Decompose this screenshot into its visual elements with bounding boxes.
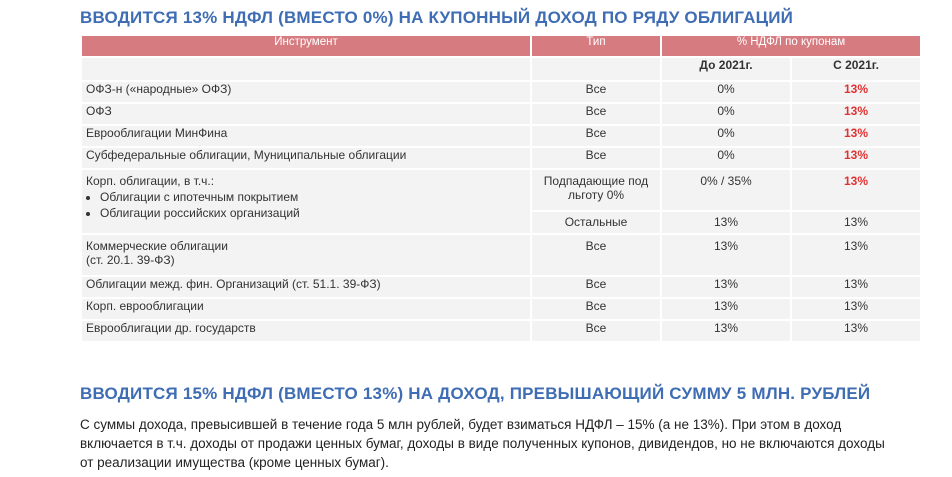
subheader-from-2021: С 2021г. bbox=[792, 58, 920, 80]
table-row bbox=[82, 321, 920, 341]
commercial-bonds-title: Коммерческие облигации bbox=[86, 239, 228, 253]
row-type: Все bbox=[532, 104, 660, 124]
row-instrument: ОФЗ bbox=[82, 104, 530, 124]
row-instrument: Корп. еврооблигации bbox=[82, 299, 530, 319]
row-before: 13% bbox=[662, 321, 790, 341]
row-type: Подпадающие под льготу 0% bbox=[532, 170, 660, 210]
subheader-before-2021: До 2021г. bbox=[662, 58, 790, 80]
row-before: 0% bbox=[662, 82, 790, 102]
table-row bbox=[82, 104, 920, 124]
row-instrument: Еврооблигации др. государств bbox=[82, 321, 530, 341]
corporate-bonds-title: Корп. облигации, в т.ч.: bbox=[86, 174, 215, 188]
heading-coupon-tax: ВВОДИТСЯ 13% НДФЛ (ВМЕСТО 0%) НА КУПОННЫЙ ДОХОД ПО РЯДУ ОБЛИГАЦИЙ bbox=[80, 8, 794, 27]
table-row bbox=[82, 126, 920, 146]
table-row bbox=[82, 235, 920, 275]
row-before: 0% bbox=[662, 126, 790, 146]
table-header bbox=[82, 36, 920, 56]
row-instrument: Облигации межд. фин. Организаций (ст. 51.1. 39-ФЗ) bbox=[82, 277, 530, 297]
row-type: Остальные bbox=[532, 212, 660, 233]
row-before: 13% bbox=[662, 277, 790, 297]
list-item: • Облигации российских организаций bbox=[100, 206, 526, 220]
row-after: 13% bbox=[792, 277, 920, 297]
row-type: Все bbox=[532, 82, 660, 102]
row-before: 13% bbox=[662, 299, 790, 319]
table-subheader bbox=[82, 58, 920, 80]
row-instrument: Еврооблигации МинФина bbox=[82, 126, 530, 146]
row-before: 13% bbox=[662, 212, 790, 233]
high-income-tax-paragraph: С суммы дохода, превысившей в течение года 5 млн рублей, будет взиматься НДФЛ – 15% (а не 13%). При этом в доход включается в т.ч. доходы от продажи ценных бумаг, доходы в виде полученных купонов, дивидендов, но не включаются доходы от реализации имущества (кроме ценных бумаг). bbox=[80, 417, 885, 470]
row-instrument bbox=[82, 170, 530, 233]
table-row bbox=[82, 277, 920, 297]
row-after: 13% bbox=[792, 321, 920, 341]
heading-high-income-tax: ВВОДИТСЯ 15% НДФЛ (ВМЕСТО 13%) НА ДОХОД, ПРЕВЫШАЮЩИЙ СУММУ 5 МЛН. РУБЛЕЙ bbox=[80, 384, 871, 403]
row-after: 13% bbox=[792, 148, 920, 168]
row-after: 13% bbox=[792, 82, 920, 102]
table-row-corporate bbox=[82, 170, 920, 210]
row-type: Все bbox=[532, 126, 660, 146]
row-type: Все bbox=[532, 321, 660, 341]
row-before: 13% bbox=[662, 235, 790, 275]
list-item: • Облигации с ипотечным покрытием bbox=[100, 190, 526, 204]
row-type: Все bbox=[532, 299, 660, 319]
commercial-bonds-note: (ст. 20.1. 39-ФЗ) bbox=[86, 253, 175, 267]
table-row bbox=[82, 148, 920, 168]
row-type: Все bbox=[532, 148, 660, 168]
row-before: 0% / 35% bbox=[662, 170, 790, 210]
table-row bbox=[82, 299, 920, 319]
corporate-bonds-list bbox=[86, 190, 526, 220]
row-instrument: ОФЗ-н («народные» ОФЗ) bbox=[82, 82, 530, 102]
row-instrument: Субфедеральные облигации, Муниципальные облигации bbox=[82, 148, 530, 168]
row-before: 0% bbox=[662, 148, 790, 168]
bond-tax-table bbox=[80, 34, 922, 343]
row-after: 13% bbox=[792, 104, 920, 124]
header-type: Тип bbox=[532, 36, 660, 56]
row-type: Все bbox=[532, 277, 660, 297]
header-instrument: Инструмент bbox=[82, 36, 530, 56]
row-type: Все bbox=[532, 235, 660, 275]
header-rate: % НДФЛ по купонам bbox=[662, 36, 920, 56]
row-before: 0% bbox=[662, 104, 790, 124]
table-row bbox=[82, 82, 920, 102]
row-after: 13% bbox=[792, 235, 920, 275]
row-after: 13% bbox=[792, 212, 920, 233]
row-after: 13% bbox=[792, 126, 920, 146]
row-instrument bbox=[82, 235, 530, 275]
row-after: 13% bbox=[792, 170, 920, 210]
row-after: 13% bbox=[792, 299, 920, 319]
